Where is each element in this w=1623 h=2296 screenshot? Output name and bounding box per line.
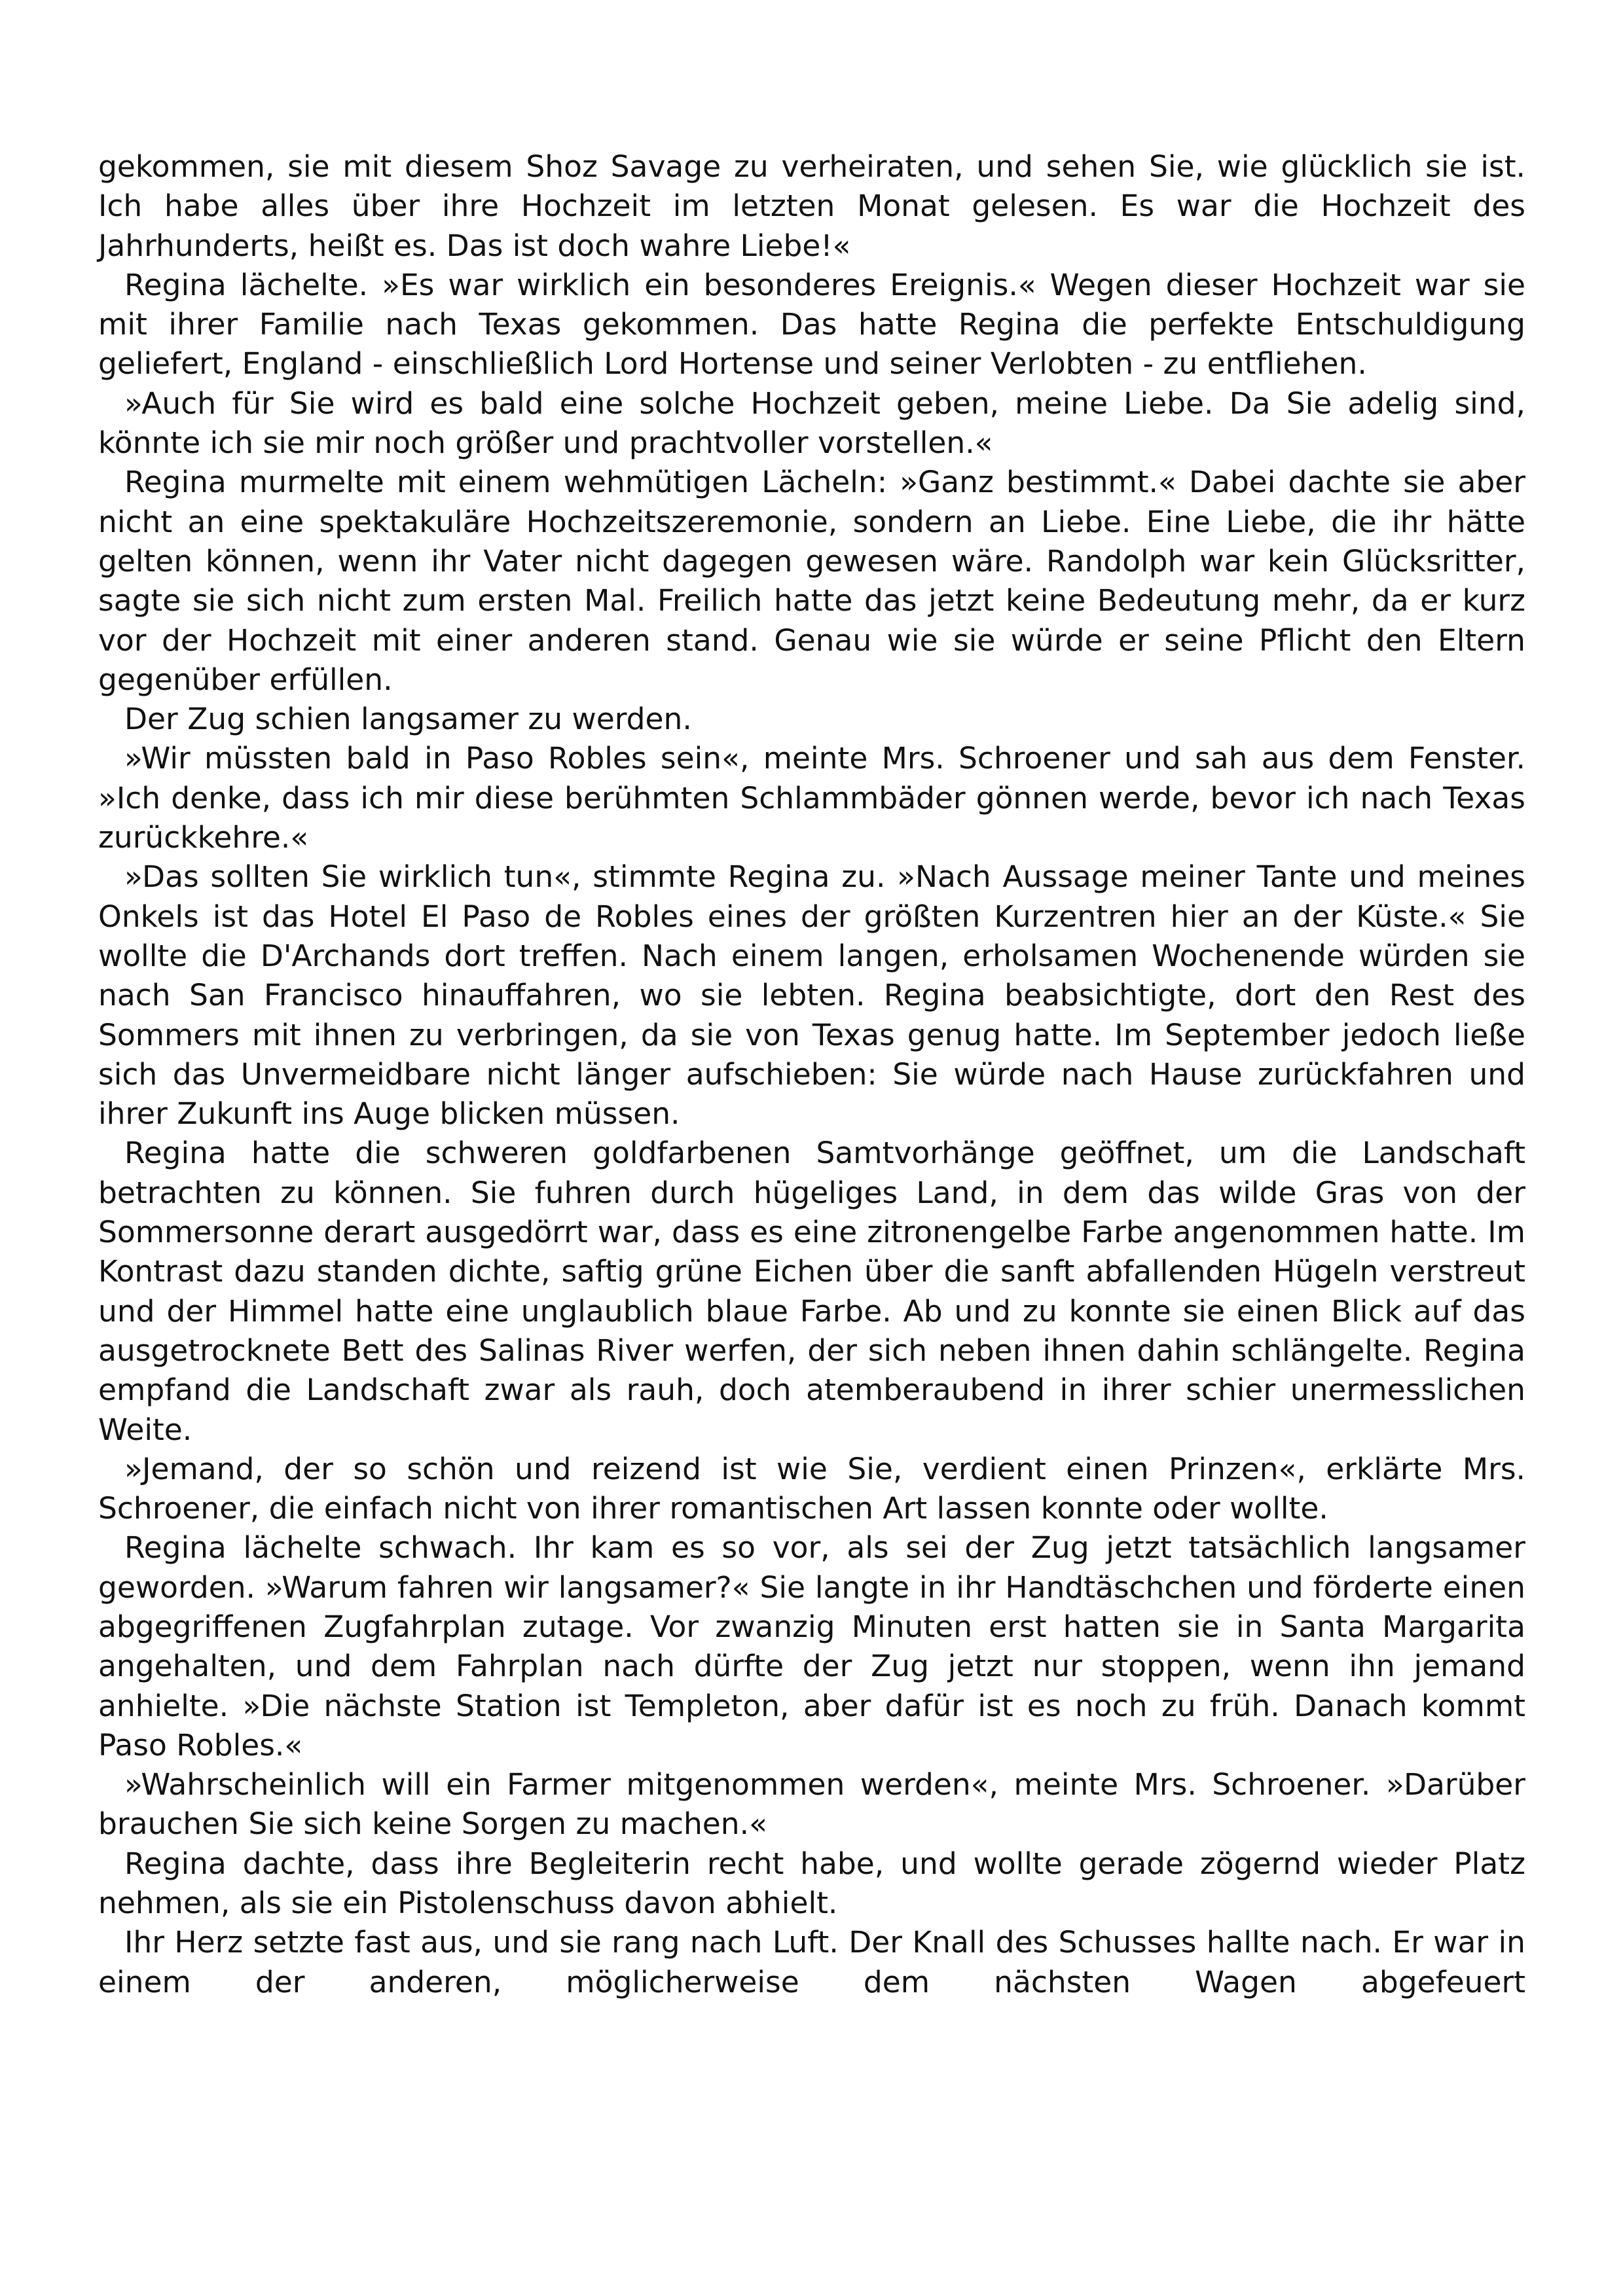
paragraph-1: gekommen, sie mit diesem Shoz Savage zu verheiraten, und sehen Sie, wie glücklich sie ist. Ich habe alles über ihre Hochzeit im letzten Monat gelesen. Es war die Hochzeit des Jahrhunderts, heißt es. Das ist doch wahre Liebe!«	[98, 149, 1525, 263]
paragraph-6: »Wir müssten bald in Paso Robles sein«, meinte Mrs. Schroener und sah aus dem Fenster. »Ich denke, dass ich mir diese berühmten Schlammbäder gönnen werde, bevor ich nach Texas zurückkehre.«	[98, 741, 1525, 855]
paragraph-5: Der Zug schien langsamer zu werden.	[124, 702, 692, 737]
paragraph-9: »Jemand, der so schön und reizend ist wie Sie, verdient einen Prinzen«, erklärte Mrs. Schroener, die einfach nicht von ihrer romantischen Art lassen konnte oder wollte.	[98, 1451, 1525, 1526]
paragraph-11: »Wahrscheinlich will ein Farmer mitgenommen werden«, meinte Mrs. Schroener. »Darüber brauchen Sie sich keine Sorgen zu machen.«	[98, 1767, 1525, 1842]
book-page	[98, 147, 1525, 2002]
paragraph-8: Regina hatte die schweren goldfarbenen Samtvorhänge geöffnet, um die Landschaft betrachten zu können. Sie fuhren durch hügeliges Land, in dem das wilde Gras von der Sommersonne derart ausgedörrt war, dass es eine zitronengelbe Farbe angenommen hatte. Im Kontrast dazu standen dichte, saftig grüne Eichen über die sanft abfallenden Hügeln verstreut und der Himmel hatte eine unglaublich blaue Farbe. Ab und zu konnte sie einen Blick auf das ausgetrocknete Bett des Salinas River werfen, der sich neben ihnen dahin schlängelte. Regina empfand die Landschaft zwar als rauh, doch atemberaubend in ihrer schier unermesslichen Weite.	[98, 1136, 1525, 1447]
paragraph-13: Ihr Herz setzte fast aus, und sie rang nach Luft. Der Knall des Schusses hallte nach. Er war in einem der anderen, möglicherweise dem nächsten Wagen abgefeuert	[98, 1925, 1525, 2000]
paragraph-12: Regina dachte, dass ihre Begleiterin recht habe, und wollte gerade zögernd wieder Platz nehmen, als sie ein Pistolenschuss davon abhielt.	[98, 1846, 1525, 1921]
paragraph-3: »Auch für Sie wird es bald eine solche Hochzeit geben, meine Liebe. Da Sie adelig sind, könnte ich sie mir noch größer und prachtvoller vorstellen.«	[98, 386, 1525, 461]
paragraph-7: »Das sollten Sie wirklich tun«, stimmte Regina zu. »Nach Aussage meiner Tante und meines Onkels ist das Hotel El Paso de Robles eines der größten Kurzentren hier an der Küste.« Sie wollte die D'Archands dort treffen. Nach einem langen, erholsamen Wochenende würden sie nach San Francisco hinauffahren, wo sie lebten. Regina beabsichtigte, dort den Rest des Sommers mit ihnen zu verbringen, da sie von Texas genug hatte. Im September jedoch ließe sich das Unvermeidbare nicht länger aufschieben: Sie würde nach Hause zurückfahren und ihrer Zukunft ins Auge blicken müssen.	[98, 859, 1525, 1132]
paragraph-10: Regina lächelte schwach. Ihr kam es so vor, als sei der Zug jetzt tatsächlich langsamer geworden. »Warum fahren wir langsamer?« Sie langte in ihr Handtäschchen und förderte einen abgegriffenen Zugfahrplan zutage. Vor zwanzig Minuten erst hatten sie in Santa Margarita angehalten, und dem Fahrplan nach dürfte der Zug jetzt nur stoppen, wenn ihn jemand anhielte. »Die nächste Station ist Templeton, aber dafür ist es noch zu früh. Danach kommt Paso Robles.«	[98, 1530, 1525, 1763]
paragraph-2: Regina lächelte. »Es war wirklich ein besonderes Ereignis.« Wegen dieser Hochzeit war sie mit ihrer Familie nach Texas gekommen. Das hatte Regina die perfekte Entschuldigung geliefert, England - einschließlich Lord Hortense und seiner Verlobten - zu entfliehen.	[98, 267, 1525, 382]
paragraph-4: Regina murmelte mit einem wehmütigen Lächeln: »Ganz bestimmt.« Dabei dachte sie aber nicht an eine spektakuläre Hochzeitszeremonie, sondern an Liebe. Eine Liebe, die ihr hätte gelten können, wenn ihr Vater nicht dagegen gewesen wäre. Randolph war kein Glücksritter, sagte sie sich nicht zum ersten Mal. Freilich hatte das jetzt keine Bedeutung mehr, da er kurz vor der Hochzeit mit einer anderen stand. Genau wie sie würde er seine Pflicht den Eltern gegenüber erfüllen.	[98, 465, 1525, 697]
